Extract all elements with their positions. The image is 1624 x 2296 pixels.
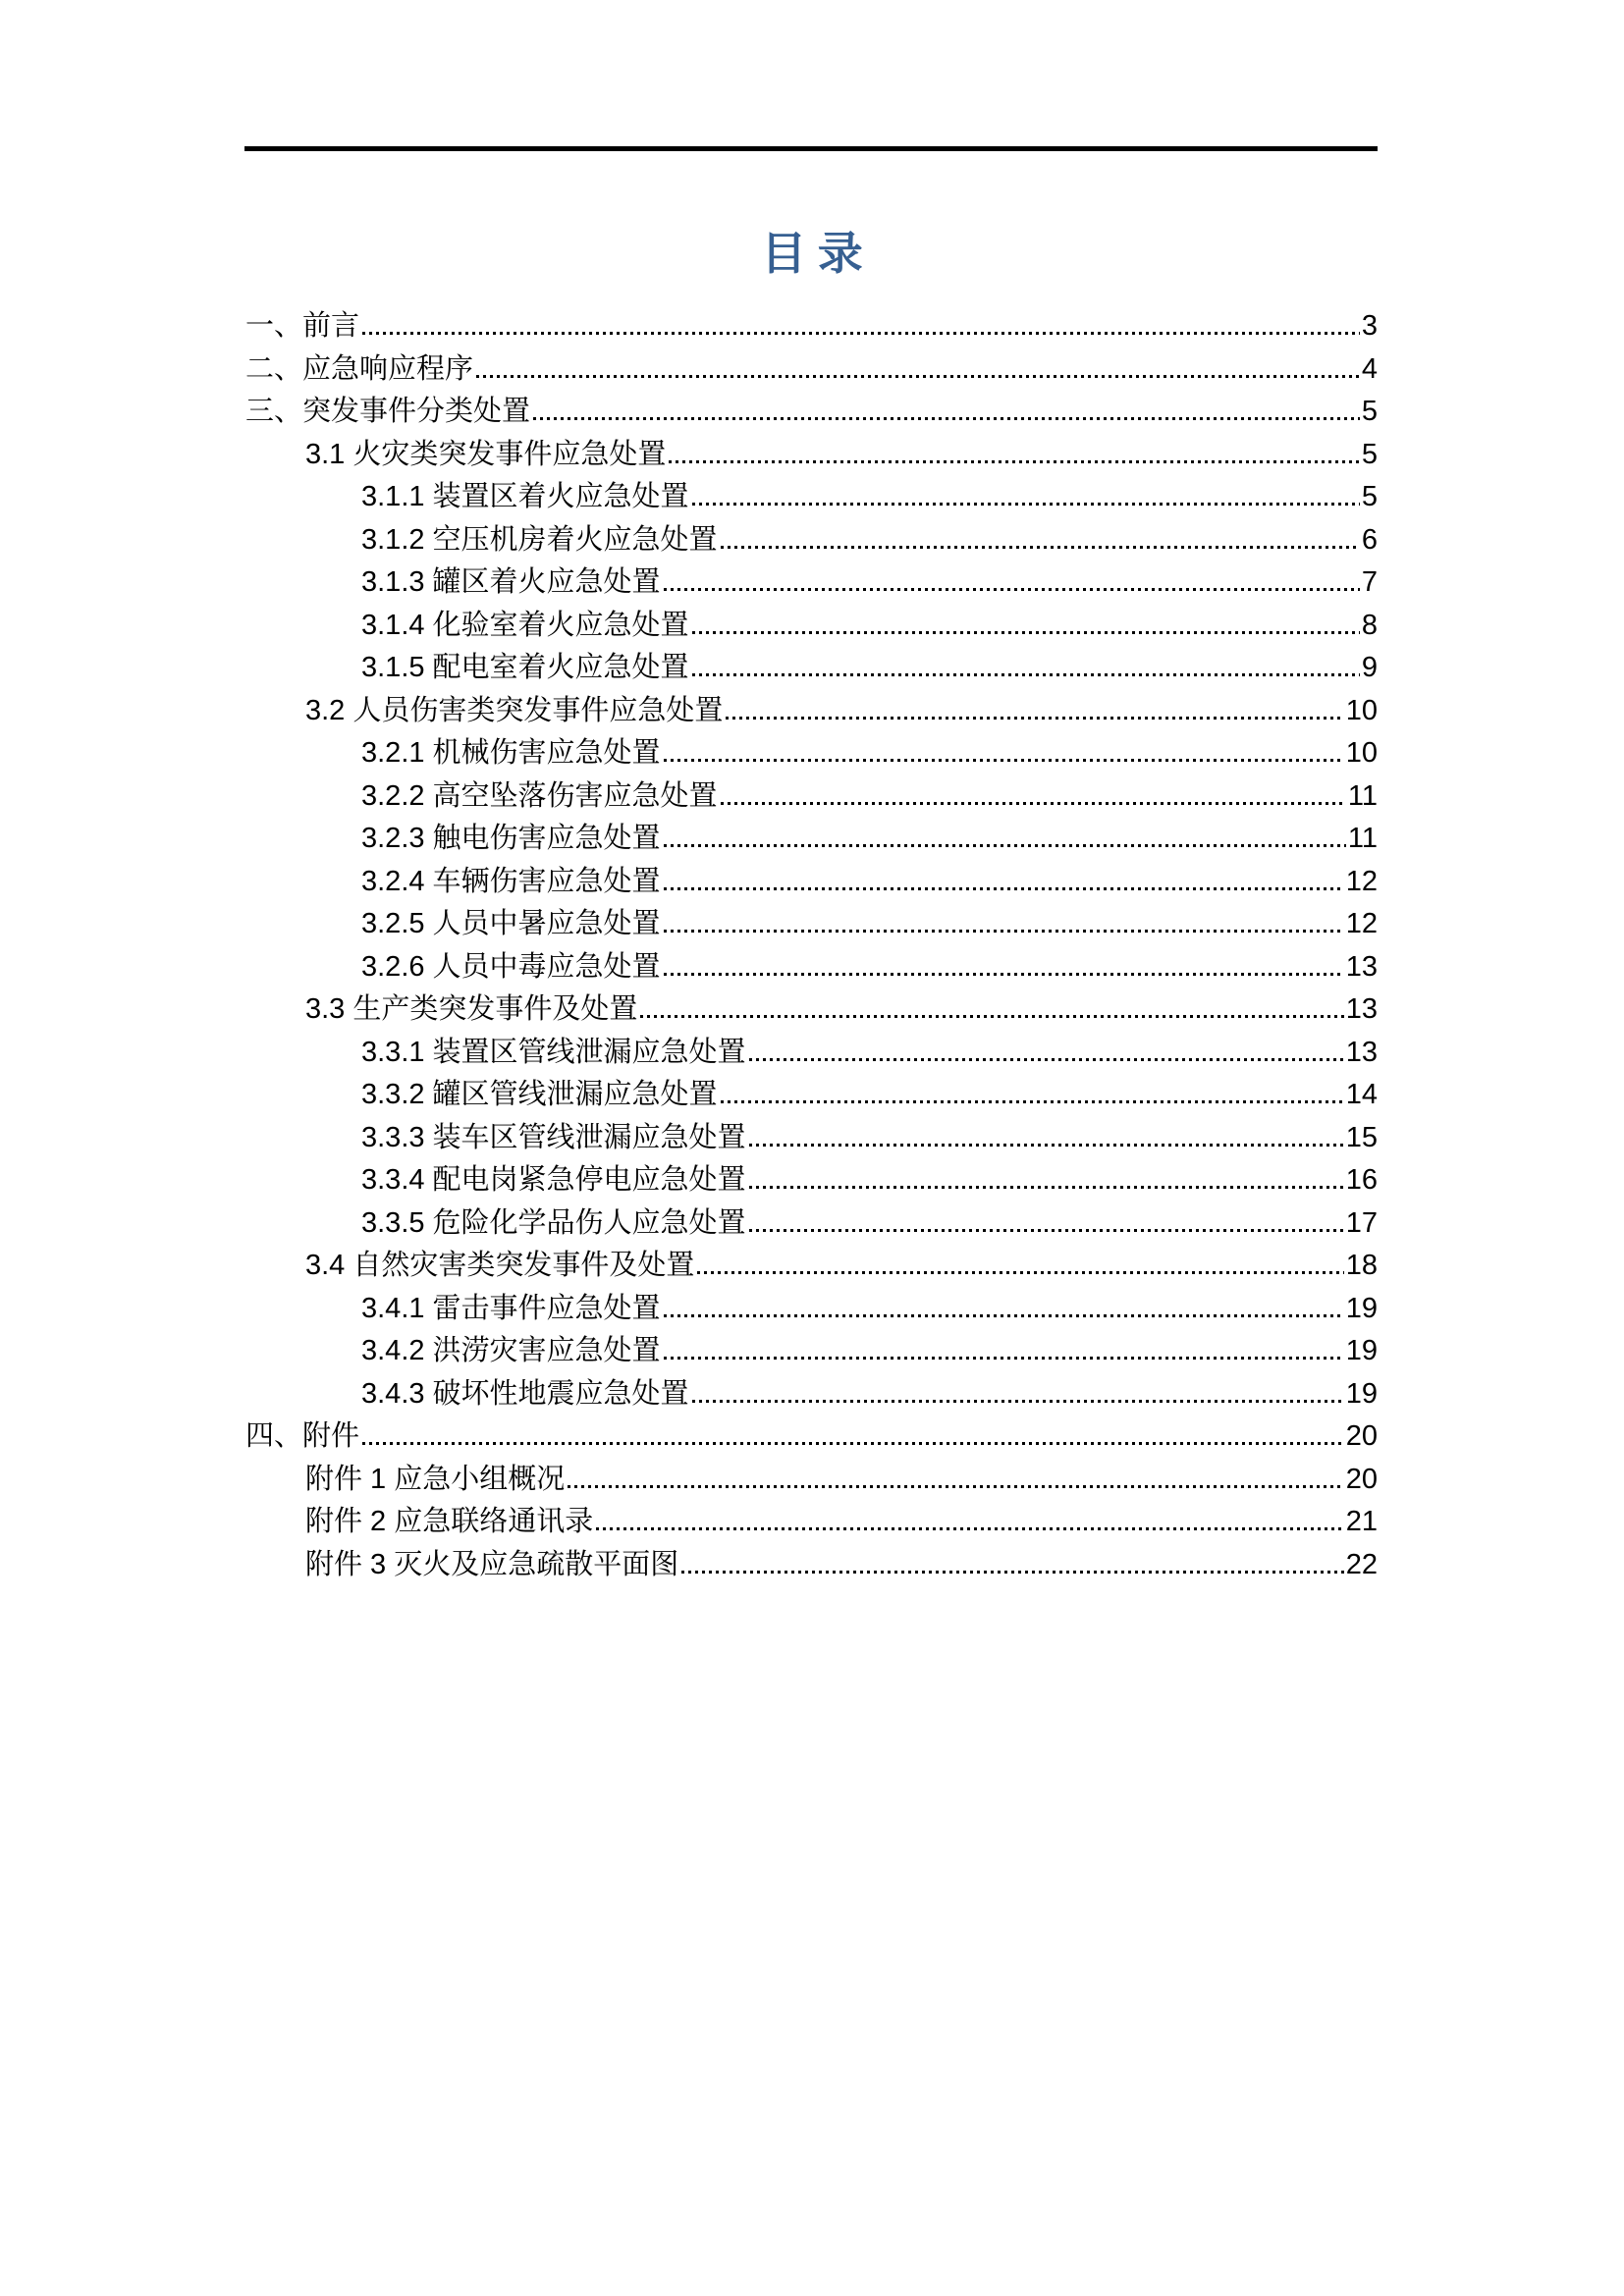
toc-dot-leader	[640, 1015, 1343, 1018]
toc-entry-label: 3.2.2 高空坠落伤害应急处置	[361, 779, 718, 812]
toc-dot-leader	[664, 759, 1344, 762]
toc-entry-label: 附件 1 应急小组概况	[305, 1463, 566, 1495]
toc-dot-leader	[692, 631, 1360, 634]
toc-dot-leader	[664, 887, 1344, 890]
toc-entry[interactable]	[245, 1544, 1378, 1587]
toc-entry[interactable]	[245, 1373, 1378, 1416]
toc-entry[interactable]	[245, 605, 1378, 648]
toc-entry[interactable]	[245, 476, 1378, 519]
toc-entry-page-number: 17	[1345, 1206, 1378, 1239]
toc-entry-label: 3.3 生产类突发事件及处置	[305, 993, 638, 1025]
header-rule	[244, 146, 1378, 151]
toc-entry-label: 3.3.3 装车区管线泄漏应急处置	[361, 1121, 746, 1153]
toc-entry-label: 3.2.5 人员中暑应急处置	[361, 908, 661, 939]
toc-entry-page-number: 20	[1345, 1420, 1378, 1452]
toc-dot-leader	[664, 1314, 1344, 1317]
toc-entry-page-number: 13	[1345, 950, 1378, 983]
toc-entry-page-number: 4	[1361, 352, 1378, 385]
toc-dot-leader	[664, 930, 1344, 933]
toc-entry[interactable]	[245, 988, 1378, 1032]
toc-entry-page-number: 19	[1345, 1377, 1378, 1410]
toc-dot-leader	[692, 503, 1360, 506]
toc-dot-leader	[533, 417, 1360, 420]
toc-entry-page-number: 9	[1361, 652, 1378, 683]
toc-entry[interactable]	[245, 732, 1378, 775]
toc-title: 目 录	[761, 229, 863, 279]
toc-entry-label: 3.4 自然灾害类突发事件及处置	[305, 1250, 695, 1281]
toc-dot-leader	[749, 1058, 1344, 1061]
toc-entry-page-number: 5	[1361, 481, 1378, 512]
toc-entry-label: 3.4.1 雷击事件应急处置	[361, 1292, 661, 1324]
toc-entry[interactable]	[245, 861, 1378, 904]
toc-entry[interactable]	[245, 1288, 1378, 1331]
toc-entry-page-number: 12	[1345, 865, 1378, 897]
toc-dot-leader	[721, 802, 1346, 805]
toc-entry-label: 二、应急响应程序	[245, 352, 474, 385]
toc-dot-leader	[749, 1186, 1344, 1189]
toc-dot-leader	[664, 588, 1360, 591]
toc-dot-leader	[721, 1100, 1344, 1103]
toc-entry-label: 3.1.4 化验室着火应急处置	[361, 609, 689, 641]
toc-entry[interactable]	[245, 903, 1378, 946]
toc-entry[interactable]	[245, 946, 1378, 989]
toc-entry-page-number: 11	[1347, 823, 1378, 854]
toc-entry[interactable]	[245, 561, 1378, 605]
toc-entry[interactable]	[245, 647, 1378, 690]
toc-entry-page-number: 5	[1361, 396, 1378, 427]
toc-entry[interactable]	[245, 1330, 1378, 1373]
toc-dot-leader	[362, 1442, 1344, 1445]
toc-entry-label: 3.3.4 配电岗紧急停电应急处置	[361, 1164, 746, 1196]
toc-entry-page-number: 19	[1345, 1335, 1378, 1366]
toc-entry-label: 3.4.2 洪涝灾害应急处置	[361, 1335, 661, 1366]
toc-entry-page-number: 14	[1345, 1079, 1378, 1110]
toc-entry[interactable]	[245, 818, 1378, 861]
toc-dot-leader	[726, 717, 1343, 720]
toc-entry-page-number: 16	[1345, 1164, 1378, 1196]
toc-entry-page-number: 12	[1345, 908, 1378, 939]
toc-entry-page-number: 10	[1345, 737, 1378, 769]
toc-entry-page-number: 18	[1345, 1250, 1378, 1281]
toc-entry[interactable]	[245, 775, 1378, 819]
toc-dot-leader	[721, 546, 1360, 549]
toc-dot-leader	[664, 844, 1346, 847]
toc-entry[interactable]	[245, 1501, 1378, 1544]
toc-dot-leader	[476, 375, 1360, 378]
toc-dot-leader	[669, 460, 1359, 463]
toc-dot-leader	[681, 1571, 1343, 1574]
toc-entry-page-number: 13	[1345, 1036, 1378, 1068]
toc-dot-leader	[596, 1527, 1343, 1530]
toc-entry-label: 3.1.2 空压机房着火应急处置	[361, 523, 718, 556]
toc-entry-label: 四、附件	[245, 1420, 360, 1452]
toc-dot-leader	[749, 1144, 1344, 1147]
toc-entry-page-number: 8	[1361, 609, 1378, 641]
toc-dot-leader	[692, 1400, 1344, 1403]
toc-entry-label: 3.3.5 危险化学品伤人应急处置	[361, 1206, 746, 1239]
toc-entry[interactable]	[245, 1032, 1378, 1075]
toc-entry-label: 3.4.3 破坏性地震应急处置	[361, 1377, 689, 1410]
toc-entry-label: 3.2.3 触电伤害应急处置	[361, 823, 661, 854]
toc-entry-label: 3.2.6 人员中毒应急处置	[361, 950, 661, 983]
toc-dot-leader	[664, 1357, 1344, 1360]
toc-entry[interactable]	[245, 1159, 1378, 1202]
toc-entry[interactable]	[245, 519, 1378, 562]
toc-entry[interactable]	[245, 1117, 1378, 1160]
toc-entry-page-number: 11	[1347, 779, 1378, 812]
toc-dot-leader	[568, 1485, 1343, 1488]
toc-dot-leader	[749, 1229, 1344, 1232]
toc-entry-label: 3.1.5 配电室着火应急处置	[361, 652, 689, 683]
toc-entry[interactable]	[245, 391, 1378, 434]
toc-entry[interactable]	[245, 690, 1378, 733]
toc-entry-label: 3.1.3 罐区着火应急处置	[361, 566, 661, 598]
toc-entry-page-number: 22	[1345, 1548, 1378, 1580]
toc-entry-label: 3.1 火灾类突发事件应急处置	[305, 438, 667, 470]
toc-entry-label: 附件 2 应急联络通讯录	[305, 1506, 594, 1537]
toc-entry-label: 附件 3 灭火及应急疏散平面图	[305, 1548, 679, 1580]
toc-dot-leader	[664, 973, 1344, 976]
toc-entry-label: 一、前言	[245, 310, 360, 342]
toc-entry-label: 3.2 人员伤害类突发事件应急处置	[305, 694, 724, 726]
toc-entry-page-number: 20	[1345, 1463, 1378, 1495]
toc-entry[interactable]	[245, 305, 1378, 348]
toc-entry[interactable]	[245, 434, 1378, 477]
toc-entry[interactable]	[245, 1074, 1378, 1117]
toc-entry-label: 三、突发事件分类处置	[245, 396, 531, 427]
toc-entry[interactable]	[245, 1245, 1378, 1288]
toc-entry-label: 3.3.2 罐区管线泄漏应急处置	[361, 1079, 718, 1110]
toc-entry-label: 3.1.1 装置区着火应急处置	[361, 481, 689, 512]
toc-entry[interactable]	[245, 1459, 1378, 1502]
toc-entry-page-number: 5	[1361, 438, 1378, 470]
toc-dot-leader	[697, 1271, 1343, 1274]
toc-list	[245, 305, 1378, 1586]
toc-entry-page-number: 15	[1345, 1121, 1378, 1153]
toc-dot-leader	[692, 673, 1360, 676]
toc-entry-label: 3.3.1 装置区管线泄漏应急处置	[361, 1036, 746, 1068]
toc-entry-page-number: 13	[1345, 993, 1378, 1025]
toc-entry-label: 3.2.1 机械伤害应急处置	[361, 737, 661, 769]
toc-dot-leader	[362, 332, 1360, 335]
toc-entry-page-number: 7	[1361, 566, 1378, 598]
toc-entry-page-number: 6	[1361, 523, 1378, 556]
toc-entry-page-number: 3	[1361, 310, 1378, 342]
toc-entry[interactable]	[245, 1415, 1378, 1459]
toc-entry-page-number: 19	[1345, 1292, 1378, 1324]
toc-entry-label: 3.2.4 车辆伤害应急处置	[361, 865, 661, 897]
toc-entry-page-number: 21	[1345, 1506, 1378, 1537]
toc-entry-page-number: 10	[1345, 694, 1378, 726]
toc-entry[interactable]	[245, 348, 1378, 392]
toc-entry[interactable]	[245, 1202, 1378, 1246]
